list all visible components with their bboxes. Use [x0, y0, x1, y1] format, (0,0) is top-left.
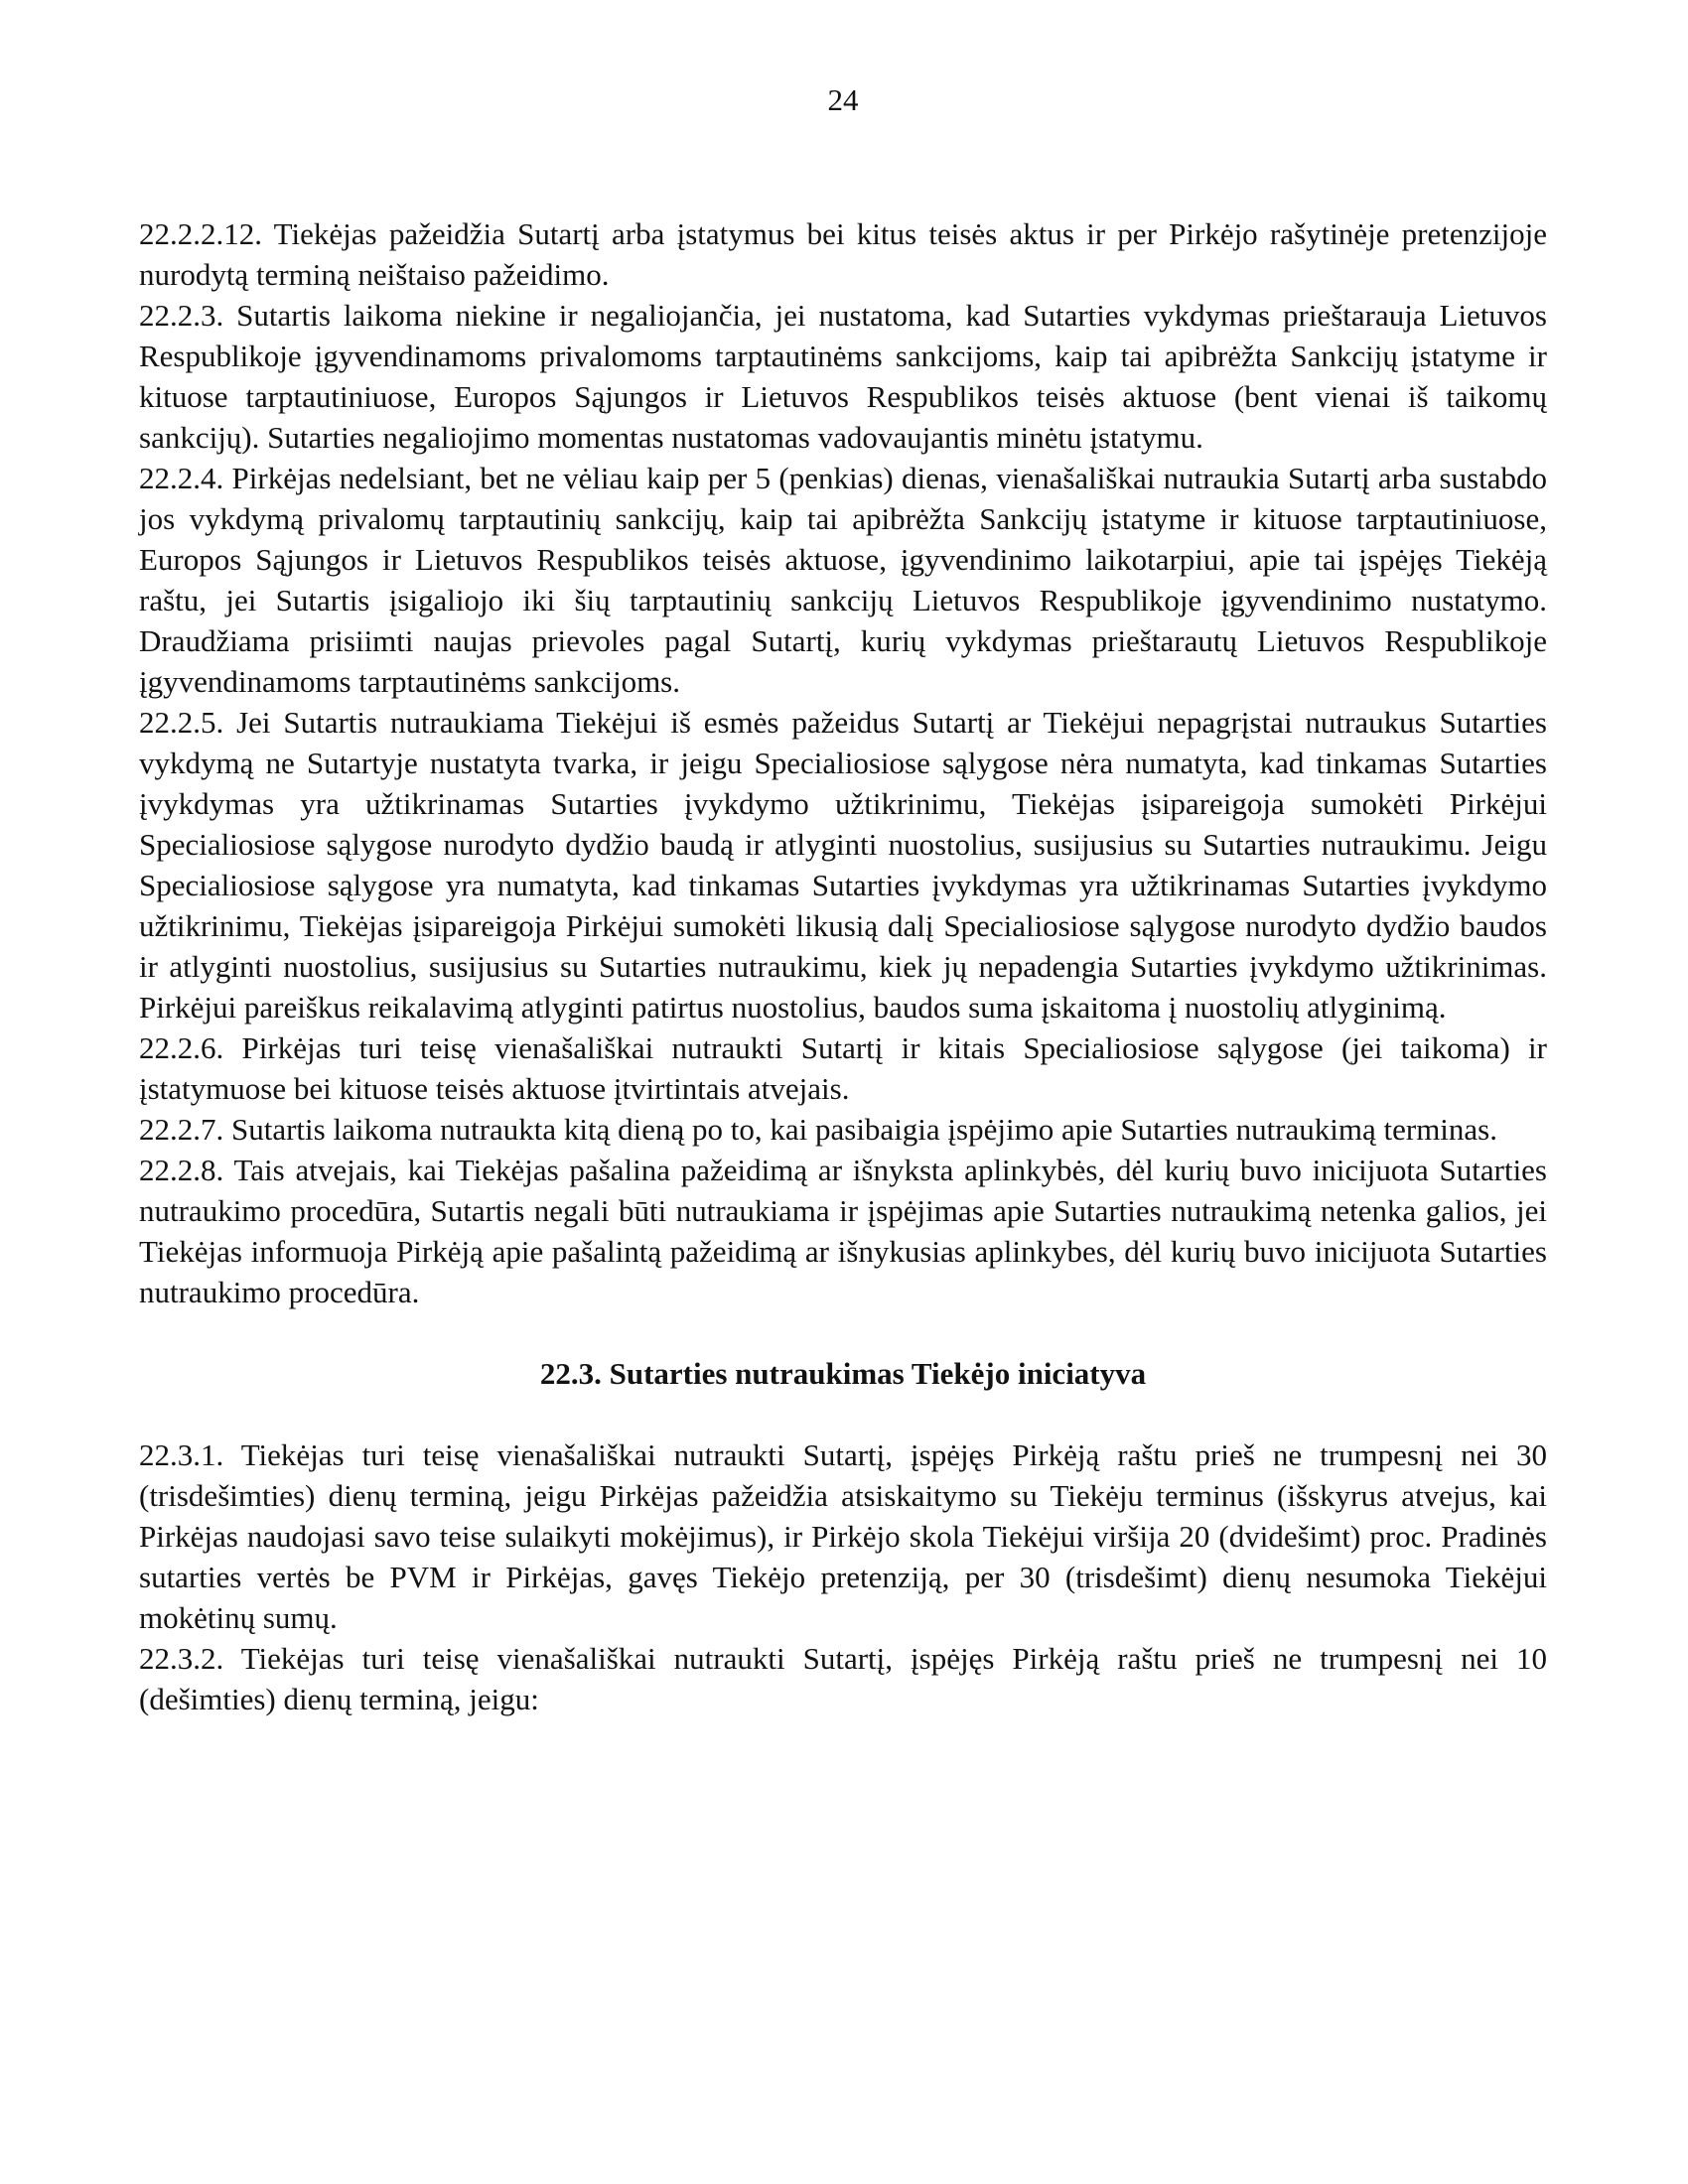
paragraph-22-2-8: 22.2.8. Tais atvejais, kai Tiekėjas pašalina pažeidimą ar išnyksta aplinkybės, dėl kurių buvo inicijuota Sutarties nutraukimo procedūra, Sutartis negali būti nutraukiama ir įspėjimas apie Sutarties nutraukimą netenka galios, jei Tiekėjas informuoja Pirkėją apie pašalintą pažeidimą ar išnykusias aplinkybes, dėl kurių buvo inicijuota Sutarties nutraukimo procedūra. [139, 1153, 1547, 1309]
section-heading-22-3: 22.3. Sutarties nutraukimas Tiekėjo iniciatyva [539, 1356, 1147, 1391]
page-number: 24 [827, 82, 859, 117]
paragraph-22-2-3: 22.2.3. Sutartis laikoma niekine ir negaliojančia, jei nustatoma, kad Sutarties vykdymas prieštarauja Lietuvos Respublikoje įgyvendinamoms privalomoms tarptautinėms sankcijoms, kaip tai apibrėžta Sankcijų įstatyme ir kituose tarptautiniuose, Europos Sąjungos ir Lietuvos Respublikos teisės aktuose (bent vienai iš taikomų sankcijų). Sutarties negaliojimo momentas nustatomas vadovaujantis minėtu įstatymu. [139, 298, 1547, 455]
paragraph-22-3-1: 22.3.1. Tiekėjas turi teisę vienašališkai nutraukti Sutartį, įspėjęs Pirkėją raštu prieš ne trumpesnį nei 30 (trisdešimties) dienų terminą, jeigu Pirkėjas pažeidžia atsiskaitymo su Tiekėju terminus (išskyrus atvejus, kai Pirkėjas naudojasi savo teise sulaikyti mokėjimus), ir Pirkėjo skola Tiekėjui viršija 20 (dvidešimt) proc. Pradinės sutarties vertės be PVM ir Pirkėjas, gavęs Tiekėjo pretenziją, per 30 (trisdešimt) dienų nesumoka Tiekėjui mokėtinų sumų. [139, 1437, 1547, 1635]
paragraph-22-2-2-12: 22.2.2.12. Tiekėjas pažeidžia Sutartį arba įstatymus bei kitus teisės aktus ir per Pirkėjo rašytinėje pretenzijoje nurodytą terminą neištaiso pažeidimo. [139, 216, 1547, 292]
paragraph-22-2-5: 22.2.5. Jei Sutartis nutraukiama Tiekėjui iš esmės pažeidus Sutartį ar Tiekėjui nepagrįstai nutraukus Sutarties vykdymą ne Sutartyje nustatyta tvarka, ir jeigu Specialiosiose sąlygose nėra numatyta, kad tinkamas Sutarties įvykdymas yra užtikrinamas Sutarties įvykdymo užtikrinimu, Tiekėjas įsipareigoja sumokėti Pirkėjui Specialiosiose sąlygose nurodyto dydžio baudą ir atlyginti nuostolius, susijusius su Sutarties nutraukimu. Jeigu Specialiosiose sąlygose yra numatyta, kad tinkamas Sutarties įvykdymas yra užtikrinamas Sutarties įvykdymo užtikrinimu, Tiekėjas įsipareigoja Pirkėjui sumokėti likusią dalį Specialiosiose sąlygose nurodyto dydžio baudos ir atlyginti nuostolius, susijusius su Sutarties nutraukimu, kiek jų nepadengia Sutarties įvykdymo užtikrinimas. Pirkėjui pareiškus reikalavimą atlyginti patirtus nuostolius, baudos suma įskaitoma į nuostolių atlyginimą. [139, 705, 1547, 1024]
paragraph-22-3-2: 22.3.2. Tiekėjas turi teisę vienašališkai nutraukti Sutartį, įspėjęs Pirkėją raštu prieš ne trumpesnį nei 10 (dešimties) dienų terminą, jeigu: [139, 1641, 1547, 1716]
paragraph-22-2-7: 22.2.7. Sutartis laikoma nutraukta kitą dieną po to, kai pasibaigia įspėjimo apie Sutarties nutraukimą terminas. [139, 1112, 1497, 1147]
paragraph-22-2-6: 22.2.6. Pirkėjas turi teisę vienašališkai nutraukti Sutartį ir kitais Specialiosiose sąlygose (jei taikoma) ir įstatymuose bei kituose teisės aktuose įtvirtintais atvejais. [139, 1030, 1547, 1106]
document-body [139, 213, 1547, 1719]
paragraph-22-2-4: 22.2.4. Pirkėjas nedelsiant, bet ne vėliau kaip per 5 (penkias) dienas, vienašališkai nutraukia Sutartį arba sustabdo jos vykdymą privalomų tarptautinių sankcijų, kaip tai apibrėžta Sankcijų įstatyme ir kituose tarptautiniuose, Europos Sąjungos ir Lietuvos Respublikos teisės aktuose, įgyvendinimo laikotarpiui, apie tai įspėjęs Tiekėją raštu, jei Sutartis įsigaliojo iki šių tarptautinių sankcijų Lietuvos Respublikoje įgyvendinimo nustatymo. Draudžiama prisiimti naujas prievoles pagal Sutartį, kurių vykdymas prieštarautų Lietuvos Respublikoje įgyvendinamoms tarptautinėms sankcijoms. [139, 461, 1547, 699]
